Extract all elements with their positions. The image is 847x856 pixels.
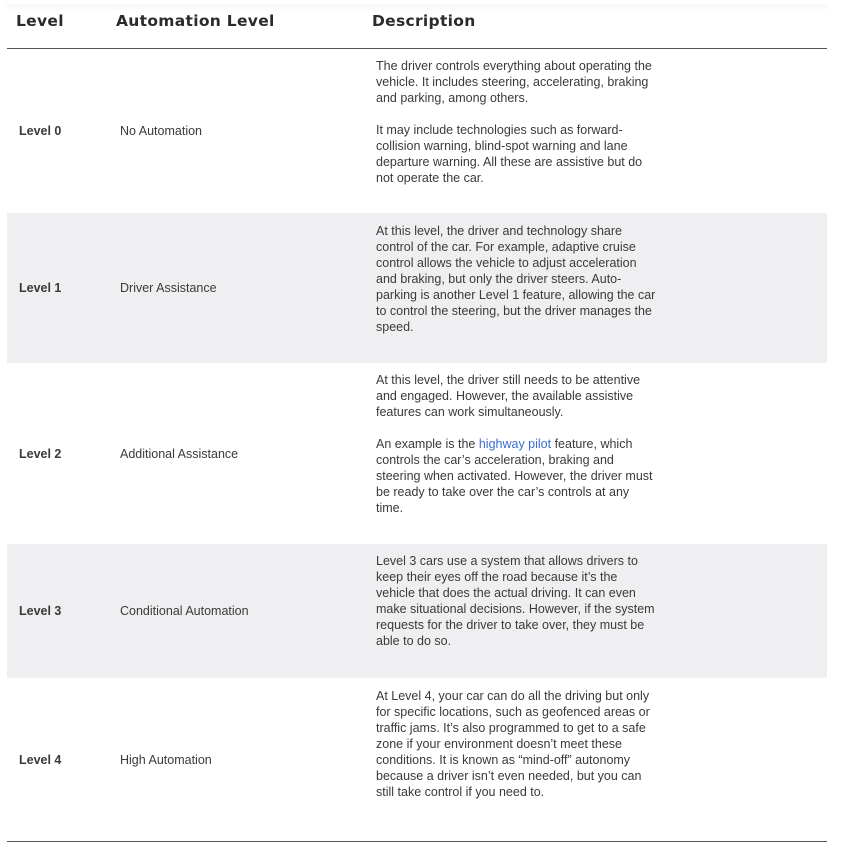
description-paragraph: The driver controls everything about operating the vehicle. It includes steering, accelerating, braking and parking, among others. [376, 59, 652, 105]
description-paragraph: At this level, the driver and technology share control of the car. For example, adaptive cruise control allows the vehicle to adjust acceleration and braking, but only the driver steers. Auto-parking is another Level 1 feature, allowing the car to control the steering, but the driver manages the speed. [376, 224, 656, 334]
table-bottom-divider [7, 841, 827, 842]
highway-pilot-link[interactable]: highway pilot [478, 437, 552, 451]
description-text: An example is the [376, 437, 479, 451]
description-paragraph: Level 3 cars use a system that allows drivers to keep their eyes off the road because it’s the vehicle that does the actual driving. It can even make situational decisions. However, if the system requests for the driver to take over, they must be able to do so. [376, 554, 655, 648]
automation-cell: High Automation [120, 752, 212, 767]
table-row [7, 544, 827, 678]
description-cell [376, 223, 656, 335]
level-cell: Level 3 [19, 604, 62, 618]
description-cell [376, 58, 656, 186]
table-row [7, 213, 827, 363]
level-cell: Level 0 [19, 124, 62, 138]
description-paragraph: It may include technologies such as forward-collision warning, blind-spot warning and lane departure warning. All these are assistive but do not operate the car. [376, 123, 643, 185]
description-paragraph: At Level 4, your car can do all the driving but only for specific locations, such as geofenced areas or traffic jams. It’s also programmed to get to a safe zone if your environment doesn’t meet these conditions. It is known as “mind-off” autonomy because a driver isn’t even needed, but you can still take control if you need to. [376, 689, 650, 799]
header-automation-level: Automation Level [116, 12, 275, 30]
table-row [7, 363, 827, 544]
description-cell [376, 372, 656, 516]
automation-levels-table [7, 4, 827, 799]
description-paragraph [376, 436, 656, 516]
description-paragraph: At this level, the driver still needs to be attentive and engaged. However, the available assistive features can work simultaneously. [376, 373, 641, 419]
header-description: Description [372, 12, 476, 30]
level-cell: Level 1 [19, 281, 62, 295]
table-row [7, 678, 827, 841]
description-cell [376, 553, 656, 649]
header-level: Level [16, 12, 64, 30]
automation-cell: Driver Assistance [120, 281, 217, 295]
automation-cell: Additional Assistance [120, 446, 239, 461]
level-cell: Level 2 [19, 446, 62, 461]
automation-cell: Conditional Automation [120, 604, 249, 618]
level-cell: Level 4 [19, 752, 62, 767]
description-cell [376, 688, 656, 800]
table-row [7, 49, 827, 213]
automation-cell: No Automation [120, 124, 202, 138]
table-header [7, 4, 827, 49]
description-text: feature, which controls the car’s acceleration, braking and steering when activated. However, the driver must be ready to take over the car’s controls at any time. [376, 437, 653, 515]
